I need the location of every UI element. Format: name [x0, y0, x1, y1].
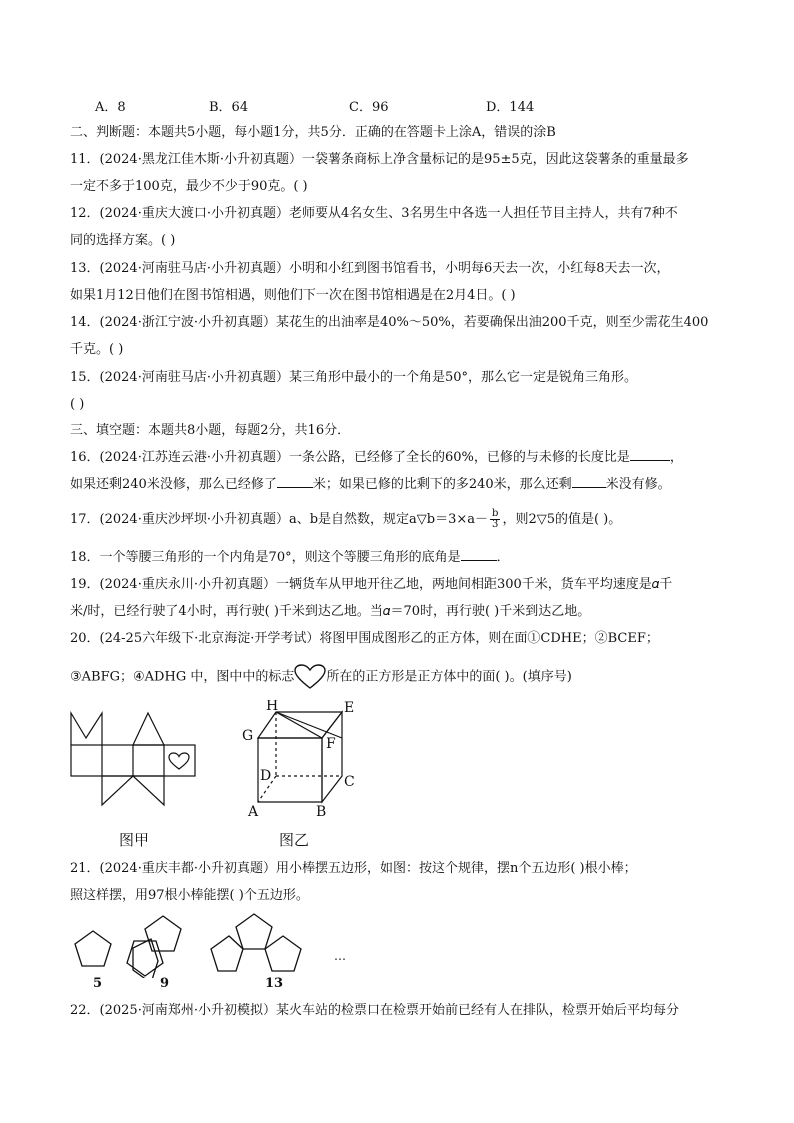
q16-text-d: 米；如果已修的比剩下的多240米，那么还剩 [312, 477, 572, 492]
q20-line2 [70, 664, 572, 690]
q21-line1: 21．(2024·重庆丰都·小升初真题）用小棒摆五边形，如图：按这个规律，摆n个五边形( )根小棒； [70, 861, 637, 876]
q20-face-4: ADHG 中，图中中的标志 [144, 669, 295, 685]
q17-text-b: ，则2▽5的值是( )。 [502, 512, 622, 527]
q17-line [70, 509, 621, 530]
q16-text-e: 米没有修。 [605, 477, 671, 492]
pentagon-count-3: 13 [265, 976, 284, 991]
q13-line1: 13．(2024·河南驻马店·小升初真题）小明和小红到图书馆看书，小明每6天去一次，小红每8天去一次， [70, 261, 670, 276]
q20-circle-3: ③ [70, 669, 82, 685]
cube-label-h: H [266, 700, 279, 714]
q20-text-b: 所在的正方形是正方体中的面( )。(填序号) [326, 669, 572, 685]
cube-label-c: C [344, 774, 355, 790]
cube-label-e: E [344, 700, 355, 716]
q18-text-a: 18．一个等腰三角形的一个内角是70°，则这个等腰三角形的底角是 [70, 550, 461, 565]
cube-label-a: A [248, 804, 259, 818]
q12-line1: 12．(2024·重庆大渡口·小升初真题）老师要从4名女生、3名男生中各选一人担任节目主持人，共有7种不 [70, 206, 678, 221]
q18-line [70, 548, 510, 567]
q17-fraction-numerator: b [492, 508, 499, 519]
q18-blank [461, 548, 497, 561]
option-d: D．144 [486, 100, 535, 115]
q17-fraction-denominator: 3 [492, 519, 499, 530]
q16-text-c: 如果还剩240米没修，那么已经修了 [70, 477, 277, 492]
q21-line2: 照这样摆，用97根小棒能摆( )个五边形。 [70, 888, 309, 903]
figure-b-caption: 图乙 [279, 831, 310, 849]
figure-cube-diagram [240, 700, 375, 818]
q16-line2 [70, 475, 671, 494]
section-judgement-heading: 二、判断题：本题共5小题，每小题1分，共5分．正确的在答题卡上涂A，错误的涂B [70, 125, 556, 140]
option-b: B．64 [209, 100, 249, 115]
q20-circle-1: ① [527, 631, 541, 646]
q17-fraction [490, 509, 500, 530]
q13-line2: 如果1月12日他们在图书馆相遇，则他们下一次在图书馆相遇是在2月4日。( ) [70, 288, 516, 303]
q20-circle-4: ④ [133, 669, 145, 685]
q18-text-b: ． [496, 550, 510, 565]
q17-text-a: 17．(2024·重庆沙坪坝·小升初真题）a、b是自然数，规定a▽b＝3×a－ [70, 512, 489, 527]
q16-blank-1 [630, 448, 670, 461]
q16-blank-2 [277, 475, 313, 488]
pentagon-ellipsis: … [334, 949, 346, 963]
section-fill-heading: 三、填空题：本题共8小题，每题2分，共16分． [70, 423, 351, 438]
q14-line1: 14．(2024·浙江宁波·小升初真题）某花生的出油率是40%～50%，若要确保出油200千克，则至少需花生400 [70, 315, 709, 330]
cube-label-b: B [316, 804, 327, 818]
q20-face-1: CDHE； [540, 631, 595, 646]
q20-face-2: BCEF； [607, 631, 659, 646]
cube-label-g: G [242, 728, 254, 744]
q20-face-3: ABFG； [81, 669, 134, 685]
q19-line2: 米/时，已经行驶了4小时，再行驶( )千米到达乙地。当𝛼＝70时，再行驶( )千米到达乙地。 [70, 604, 591, 619]
figure-net-diagram [70, 708, 200, 808]
q20-line1 [70, 630, 659, 648]
option-c: C．96 [349, 100, 389, 115]
heart-icon [294, 664, 326, 690]
figure-a-caption: 图甲 [119, 831, 150, 849]
figure-pentagons [68, 906, 358, 978]
q15-line1: 15．(2024·河南驻马店·小升初真题）某三角形中最小的一个角是50°，那么它一定是锐角三角形。 [70, 370, 638, 385]
q12-line2: 同的选择方案。( ) [70, 233, 176, 248]
q16-line1 [70, 448, 683, 467]
q19-line1: 19．(2024·重庆永川·小升初真题）一辆货车从甲地开往乙地，两地间相距300千米，货车平均速度是𝛼千 [70, 577, 673, 592]
q14-line2: 千克。( ) [70, 342, 124, 357]
q20-text-a: 20．(24-25六年级下·北京海淀·开学考试）将图甲围成图形乙的正方体，则在面 [70, 631, 528, 646]
q16-text-b: ， [669, 450, 683, 465]
q11-line2: 一定不多于100克，最少不少于90克。( ) [70, 179, 308, 194]
q15-line2: ( ) [70, 397, 85, 412]
q16-blank-3 [572, 475, 606, 488]
option-a: A．8 [95, 100, 126, 115]
q22-line1: 22．(2025·河南郑州·小升初模拟）某火车站的检票口在检票开始前已经有人在排队，检票开始后平均每分 [70, 1003, 679, 1018]
cube-label-f: F [326, 736, 336, 752]
q11-line1: 11．(2024·黑龙江佳木斯·小升初真题）一袋薯条商标上净含量标记的是95±5克，因此这袋薯条的重量最多 [70, 152, 689, 167]
q20-circle-2: ② [594, 631, 608, 646]
pentagon-count-1: 5 [93, 976, 103, 991]
q16-text-a: 16．(2024·江苏连云港·小升初真题）一条公路，已经修了全长的60%，已修的与未修的长度比是 [70, 450, 630, 465]
pentagon-count-2: 9 [160, 976, 170, 991]
cube-label-d: D [260, 768, 272, 784]
